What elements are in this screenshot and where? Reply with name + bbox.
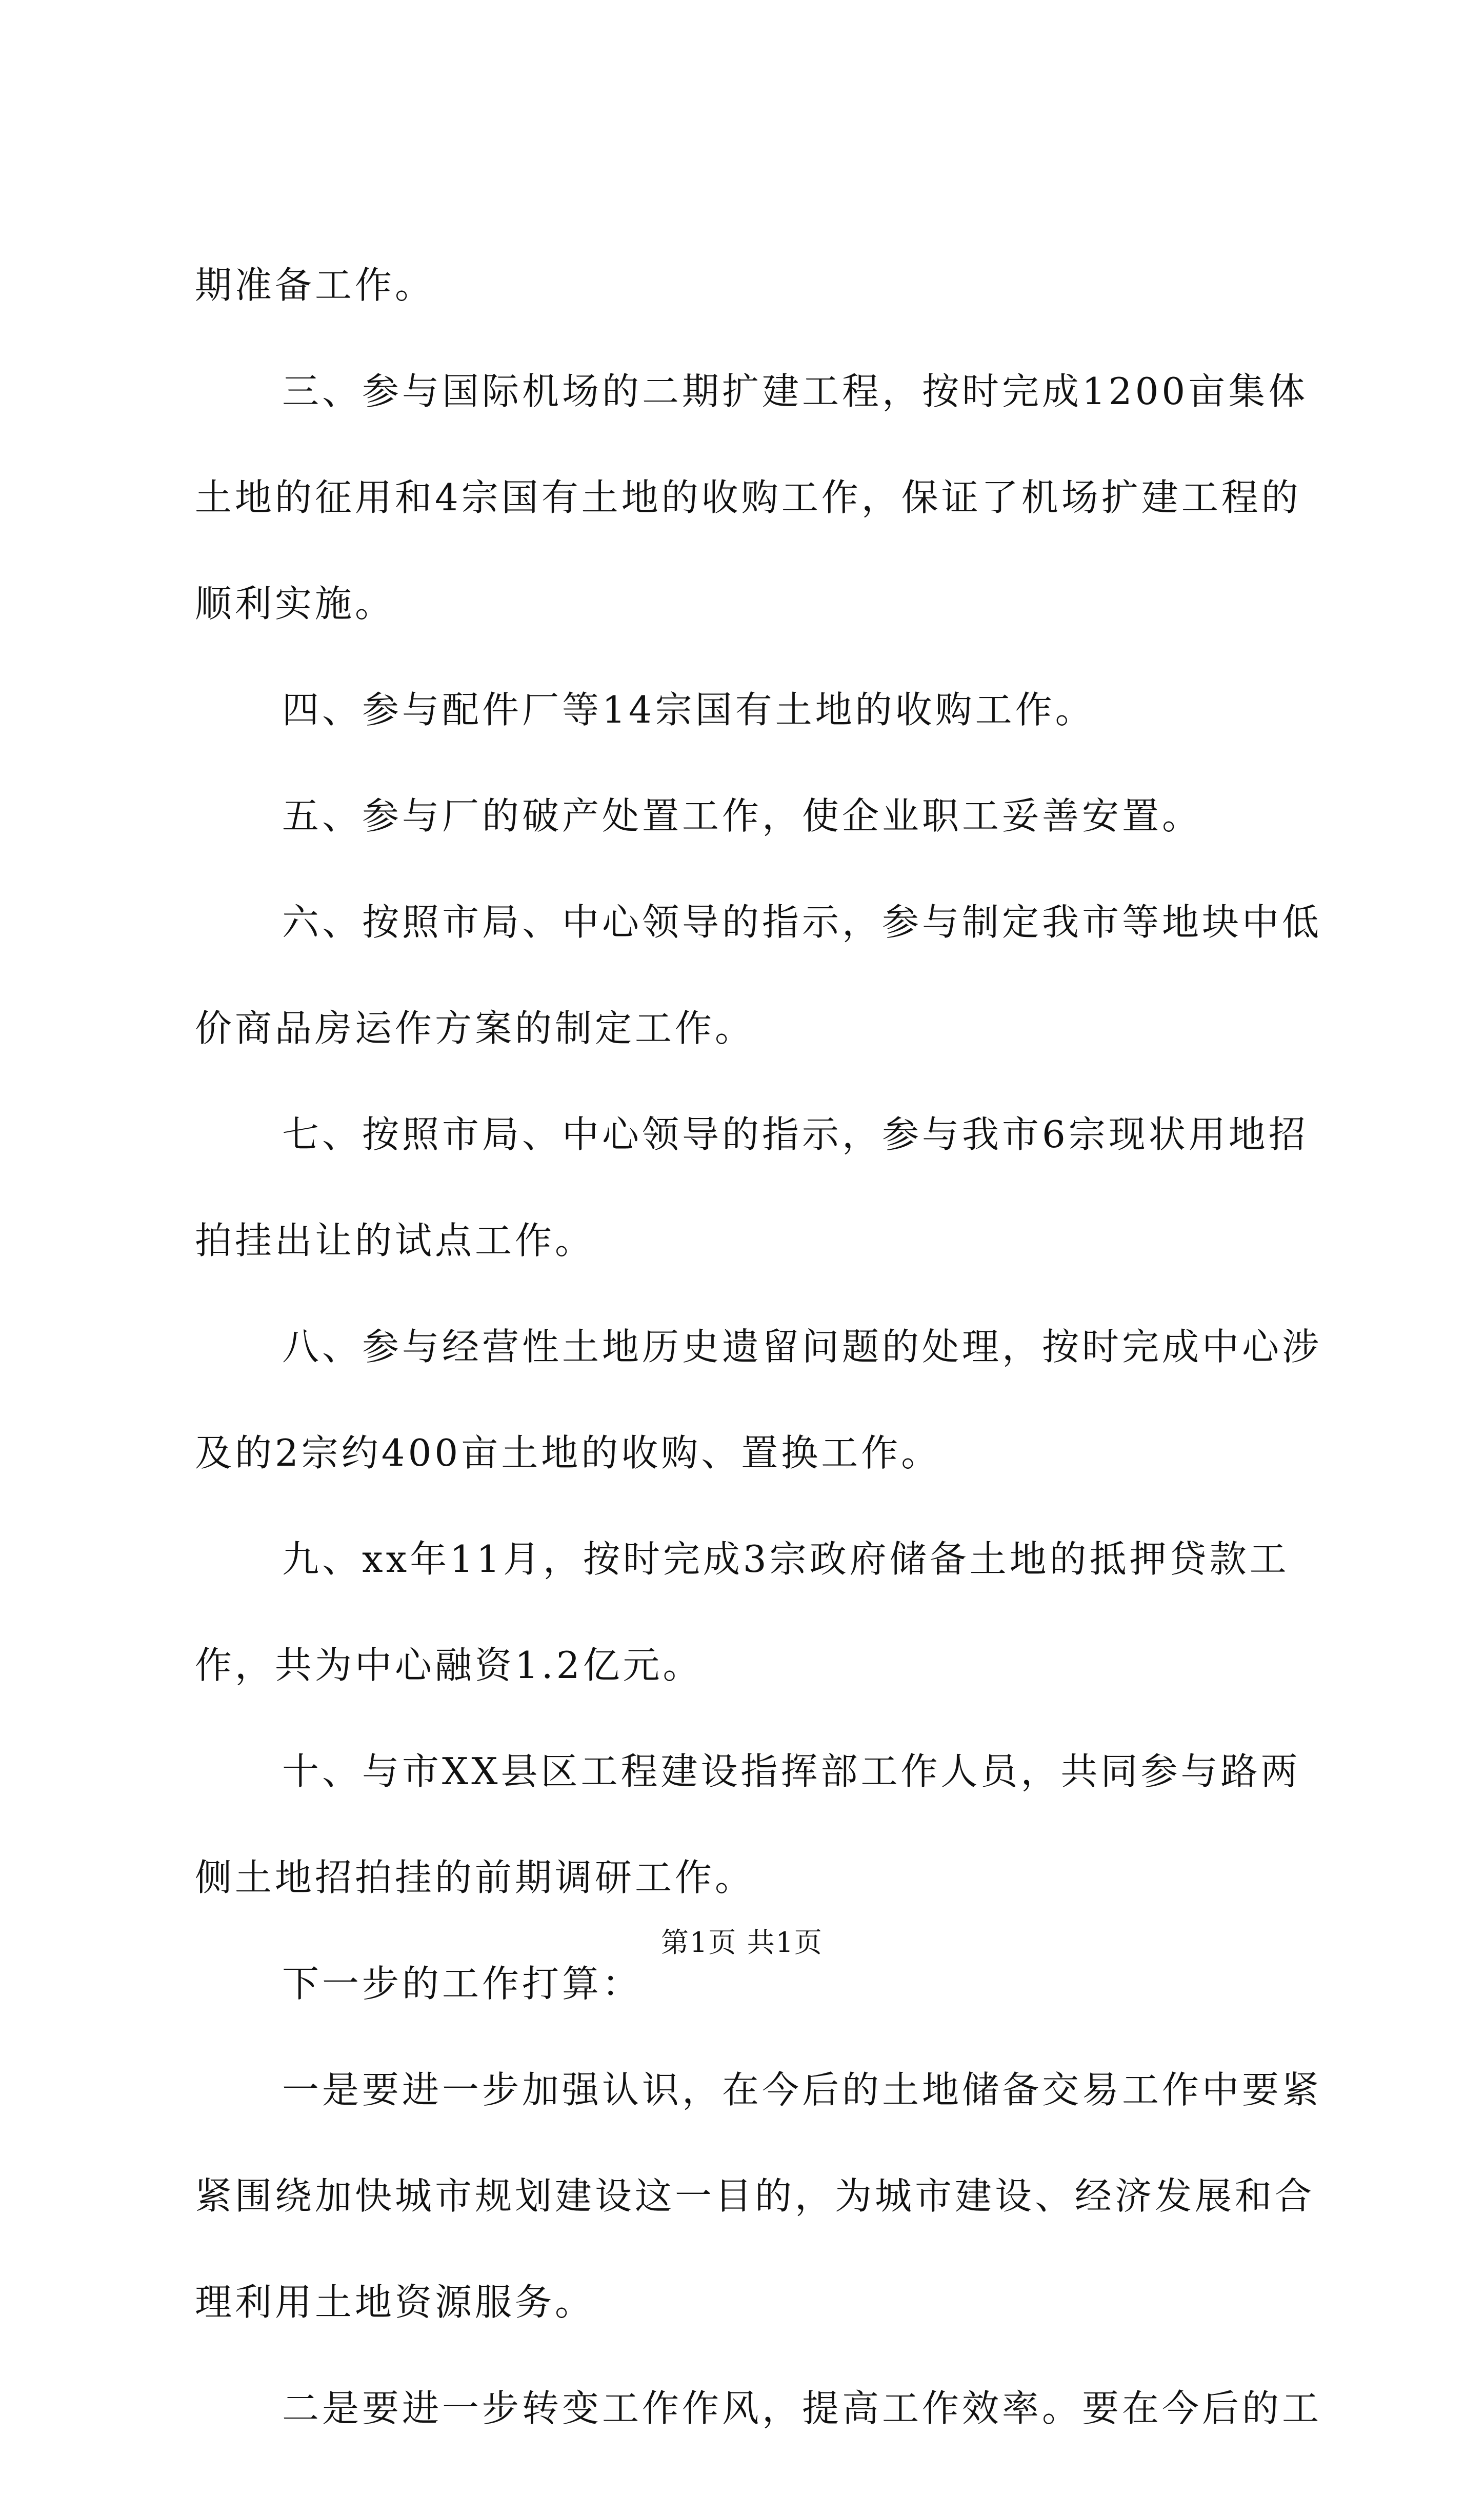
text-line-12: 及的2宗约400亩土地的收购、置换工作。 [195,1431,941,1474]
text-line-21: 二是要进一步转变工作作风，提高工作效率。要在今后的工 [282,2387,1322,2430]
text-line-11: 八、参与经营性土地历史遗留问题的处理，按时完成中心涉 [282,1325,1322,1368]
text-line-9: 七、按照市局、中心领导的指示，参与我市6宗现状用地招 [282,1113,1309,1156]
text-line-19: 紧围绕加快城市规划建设这一目的，为城市建设、经济发展和合 [195,2174,1315,2218]
section-heading: 下一步的工作打算： [282,1962,643,2005]
document-body [195,264,1322,2496]
text-line-15: 十、与市XX县区工程建设指挥部工作人员，共同参与路两 [282,1750,1301,1793]
text-line-2: 三、参与国际机场的二期扩建工程，按时完成1200亩集体 [282,370,1309,413]
text-line-6: 五、参与厂的破产处置工作，使企业职工妥善安置。 [282,794,1202,837]
text-line-14: 作，共为中心融资1.2亿元。 [195,1644,703,1687]
text-line-16: 侧土地招拍挂的前期调研工作。 [195,1856,755,1899]
text-line-7: 六、按照市局、中心领导的指示，参与制定我市等地块中低 [282,901,1322,944]
text-line-20: 理利用土地资源服务。 [195,2281,595,2324]
text-line-10: 拍挂出让的试点工作。 [195,1219,595,1262]
text-line-13: 九、xx年11月，按时完成3宗政府储备土地的抵押贷款工 [282,1537,1290,1581]
text-line-18: 一是要进一步加强认识，在今后的土地储备交易工作中要紧 [282,2068,1322,2111]
text-line-5: 四、参与配件厂等14宗国有土地的收购工作。 [282,688,1095,731]
text-line-1: 期准备工作。 [195,264,435,307]
text-line-8: 价商品房运作方案的制定工作。 [195,1007,755,1050]
text-line-4: 顺利实施。 [195,582,395,625]
page-number-footer: 第1页 共1页 [661,1926,823,1959]
text-line-3: 土地的征用和4宗国有土地的收购工作，保证了机场扩建工程的 [195,476,1301,519]
